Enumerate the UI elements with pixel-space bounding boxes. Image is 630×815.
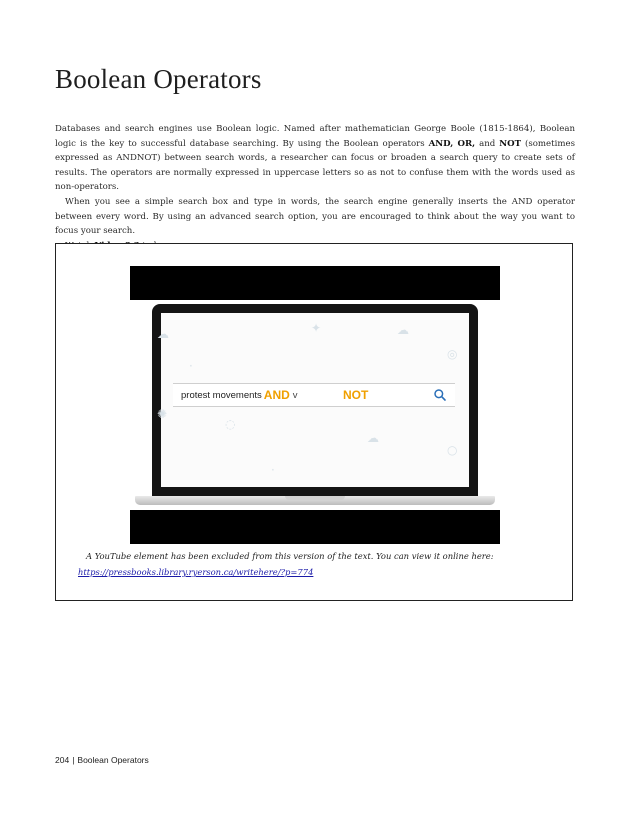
page-title: Boolean Operators bbox=[55, 64, 262, 94]
video-thumbnail-laptop[interactable] bbox=[135, 304, 495, 514]
paragraph-1-text-a: Databases and search engines use Boolean logic. Named after mathematician George Boole (1815-1864), Boolean logic is the key to successful database searching. By using the Boolean operators bbox=[55, 124, 575, 149]
globe-icon: ◎ bbox=[447, 347, 458, 361]
laptop-notch bbox=[285, 496, 345, 500]
page-footer bbox=[55, 755, 149, 765]
gear-icon: ✺ bbox=[157, 407, 168, 421]
dot-icon: · bbox=[189, 359, 193, 373]
search-operator-not: NOT bbox=[343, 388, 369, 402]
cloud-icon: ☁ bbox=[157, 327, 169, 341]
bell-icon: ◌ bbox=[225, 417, 236, 431]
body-text bbox=[55, 122, 575, 253]
operators-and-or: AND, OR, bbox=[428, 138, 476, 149]
search-query-partial: v bbox=[292, 389, 298, 401]
video-embed[interactable] bbox=[55, 243, 573, 601]
search-bar bbox=[173, 383, 455, 407]
cloud-icon: ☁ bbox=[397, 323, 409, 337]
operator-not: NOT bbox=[499, 138, 521, 149]
cloud-icon: ☁ bbox=[367, 431, 379, 445]
circle-icon: ○ bbox=[447, 443, 458, 457]
video-letterbox-top bbox=[130, 266, 500, 300]
paragraph-boolean-logic bbox=[55, 122, 575, 195]
paragraph-1-text-b: and bbox=[475, 138, 500, 149]
video-link[interactable]: https://pressbooks.library.ryerson.ca/writehere/?p=774 bbox=[78, 567, 314, 577]
star-icon: ✦ bbox=[311, 321, 322, 335]
video-letterbox-bottom bbox=[130, 510, 500, 544]
page-number: 204 bbox=[55, 755, 70, 765]
paragraph-1-text-c: (sometimes expressed as ANDNOT) between search words, a researcher can focus or broaden a search query to create sets of results. The operators are normally expressed in uppercase letters so as not to confuse them with the words used as non-operators. bbox=[55, 138, 575, 193]
laptop-bezel bbox=[152, 304, 478, 496]
footer-separator: | bbox=[72, 755, 75, 765]
excluded-element-note: A YouTube element has been excluded from this version of the text. You can view it online here: bbox=[86, 551, 494, 561]
search-operator-and: AND bbox=[263, 388, 290, 402]
search-icon bbox=[433, 388, 447, 402]
search-query-text: protest movements bbox=[181, 389, 262, 401]
paragraph-simple-search: When you see a simple search box and type in words, the search engine generally inserts the AND operator between every word. By using an advanced search option, you are encouraged to think about the way you want to focus your search. bbox=[55, 196, 575, 237]
laptop-screen bbox=[157, 313, 469, 487]
dot-icon: · bbox=[271, 463, 275, 477]
footer-section-title: Boolean Operators bbox=[77, 755, 149, 765]
